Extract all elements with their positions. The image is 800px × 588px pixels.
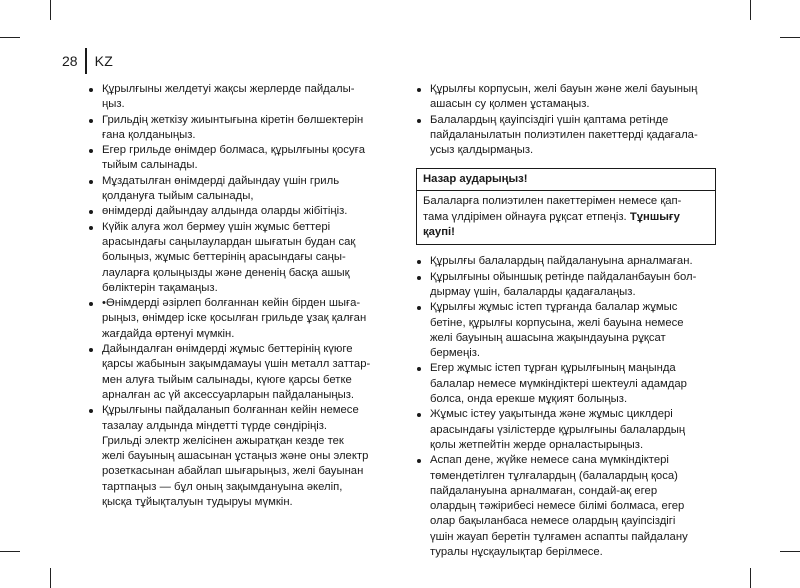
list-item-line: болса, онда ерекше мұқият болыңыз.	[430, 393, 628, 406]
list-item-line: қысқа тұйықталуын тудыруы мүмкін.	[102, 496, 293, 509]
list-item	[414, 254, 714, 269]
list-item-line: Құрылғыны пайдаланып болғаннан кейін немесе	[102, 404, 359, 417]
list-item-line: балалар немесе мүмкіндіктері шектеулі адамдар	[430, 377, 687, 390]
list-item	[414, 82, 714, 113]
list-item-line: Дайындалған өнімдерді жұмыс беттерінің күюге	[102, 343, 353, 356]
list-item-line: өнімдерді дайындау алдында оларды жібітіңіз.	[102, 205, 348, 218]
right-bottom-bullet-list	[414, 254, 714, 560]
list-item-line: Құрылғыны ойыншық ретінде пайдаланбауын бол-	[430, 270, 697, 283]
crop-mark	[0, 37, 20, 38]
list-item-line: пайдалануына арналмаған, сондай-ақ егер	[430, 484, 658, 497]
list-item	[414, 113, 714, 159]
list-item-line: Грильдің жеткізу жиынтығына кіретін бөлшектерін	[102, 113, 364, 126]
page-number: 28	[62, 53, 78, 69]
list-item	[86, 403, 392, 510]
list-item-line: олардың тәжірибесі немесе білімі болмаса, егер	[430, 500, 685, 513]
list-item-line: желі бауының ашасынан ұстаңыз және оны электр	[102, 450, 369, 463]
page-header	[62, 47, 113, 75]
list-item-line: арналған ас үй аксессуарларын пайдаланыңыз.	[102, 388, 355, 401]
warning-box	[416, 168, 716, 245]
list-item	[86, 204, 392, 219]
crop-mark	[0, 551, 20, 552]
list-item-line: пайдаланылатын полиэтилен пакеттерді қадағала-	[430, 128, 698, 141]
list-item-line: мен алуға тыйым салынады, күюге қарсы бетке	[102, 373, 352, 386]
list-item	[86, 174, 392, 205]
crop-mark	[50, 0, 51, 20]
list-item-line: Күйік алуға жол бермеу үшін жұмыс беттері	[102, 220, 331, 233]
list-item-line: бетіне, құрылғы корпусына, желі бауына немесе	[430, 316, 684, 329]
list-item-line: рыңыз, өнімдер іске қосылған грильде ұзақ қалған	[102, 312, 367, 325]
list-item	[414, 270, 714, 301]
language-code: KZ	[94, 53, 114, 69]
list-item-line: олар бақыланбаса немесе олардың қауіпсіздігі	[430, 515, 676, 528]
warning-emphasis: Тұншығу	[629, 210, 680, 223]
list-item-line: үшін жауап беретін тұлғамен аспапты пайдалану	[430, 530, 688, 543]
list-item	[86, 220, 392, 296]
list-item-line: төмендетілген тұлғалардың (балалардың қоса)	[430, 469, 678, 482]
left-bullet-list	[86, 82, 392, 510]
list-item-line: ғана қолданыңыз.	[102, 128, 196, 141]
list-item-line: арасындағы саңылаулардан шығатын будан сақ	[102, 235, 356, 248]
list-item-line: Құрылғы корпусын, желі бауын және желі бауының	[430, 83, 698, 95]
list-item-line: Мұздатылған өнімдерді дайындау үшін гриль	[102, 174, 340, 187]
list-item-line: туралы нұсқаулықтар берілмесе.	[430, 546, 603, 559]
right-column	[414, 82, 714, 560]
list-item	[414, 407, 714, 453]
list-item-line: бөліктерін тақамаңыз.	[102, 281, 218, 294]
list-item-line: желі бауының ашасына жақындауына рұқсат	[430, 331, 666, 344]
crop-mark	[750, 0, 751, 20]
list-item-line: Құрылғы жұмыс істеп тұрғанда балалар жұмыс	[430, 301, 678, 314]
warning-line-text: тама үлдірімен ойнауға рұқсат етпеңіз.	[423, 210, 630, 223]
list-item	[414, 361, 714, 407]
list-item-line: қарсы жабынын зақымдамауы үшін металл заттар-	[102, 358, 371, 371]
list-item-line: Құрылғы балалардың пайдалануына арналмаған.	[430, 255, 693, 268]
list-item	[86, 82, 392, 113]
list-item-line: усыз қалдырмаңыз.	[430, 144, 534, 157]
list-item-line: жағдайда өртенуі мүмкін.	[102, 327, 235, 340]
list-item-line: Аспап дене, жүйке немесе сана мүмкіндіктері	[430, 454, 669, 467]
left-column	[86, 82, 392, 510]
list-item-line: тазалау алдында міндетті түрде сөндіріңіз.	[102, 419, 328, 432]
list-item-line: Грильді электр желісінен ажыратқан кезде тек	[102, 434, 344, 447]
warning-line: Балаларға полиэтилен пакеттерімен немесе қап-	[423, 195, 682, 208]
list-item-line: розеткасынан абайлап шығарыңыз, желі бауынан	[102, 465, 364, 478]
list-item-line: бермеңіз.	[430, 347, 481, 360]
right-top-bullet-list	[414, 82, 714, 158]
list-item-line: тартпаңыз — бұл оның зақымдануына әкеліп,	[102, 480, 343, 493]
list-item	[414, 453, 714, 560]
warning-title: Назар аударыңыз!	[417, 171, 715, 191]
list-item-line: дырмау үшін, балаларды қадағалаңыз.	[430, 285, 636, 298]
list-item-line: лауларға қолыңызды және дененің басқа ашық	[102, 266, 350, 279]
crop-mark	[750, 568, 751, 588]
list-item-line: Егер жұмыс істеп тұрған құрылғының маңында	[430, 362, 676, 375]
list-item	[86, 143, 392, 174]
list-item-line: қолдануға тыйым салынады,	[102, 190, 254, 203]
crop-mark	[50, 568, 51, 588]
list-item-line: қолы жетпейтін жерде орналастырыңыз.	[430, 438, 644, 451]
header-divider	[85, 48, 87, 74]
list-item-line: Егер грильде өнімдер болмаса, құрылғыны қосуға	[102, 144, 366, 157]
list-item	[414, 300, 714, 361]
list-item-line: •Өнімдерді әзірлеп болғаннан кейін бірден шыға-	[102, 297, 361, 310]
warning-emphasis: қаупі!	[423, 226, 455, 239]
list-item	[86, 342, 392, 403]
list-item	[86, 113, 392, 144]
crop-mark	[780, 551, 800, 552]
warning-line	[423, 210, 709, 225]
warning-text	[423, 194, 709, 240]
list-item-line: тыйым салынады.	[102, 159, 198, 172]
list-item	[86, 296, 392, 342]
list-item-line: болыңыз, жұмыс беттерінің арасындағы саңы-	[102, 251, 346, 264]
list-item-line: ашасын су қолмен ұстамаңыз.	[430, 98, 590, 111]
list-item-line: Құрылғыны желдетуі жақсы жерлерде пайдалы-	[102, 83, 355, 95]
crop-mark	[780, 37, 800, 38]
list-item-line: Балалардың қауіпсіздігі үшін қаптама ретінде	[430, 113, 669, 126]
list-item-line: Жұмыс істеу уақытында және жұмыс циклдері	[430, 408, 673, 421]
list-item-line: арасындағы үзілістерде құрылғыны балалардың	[430, 423, 686, 436]
list-item-line: ңыз.	[102, 98, 125, 111]
